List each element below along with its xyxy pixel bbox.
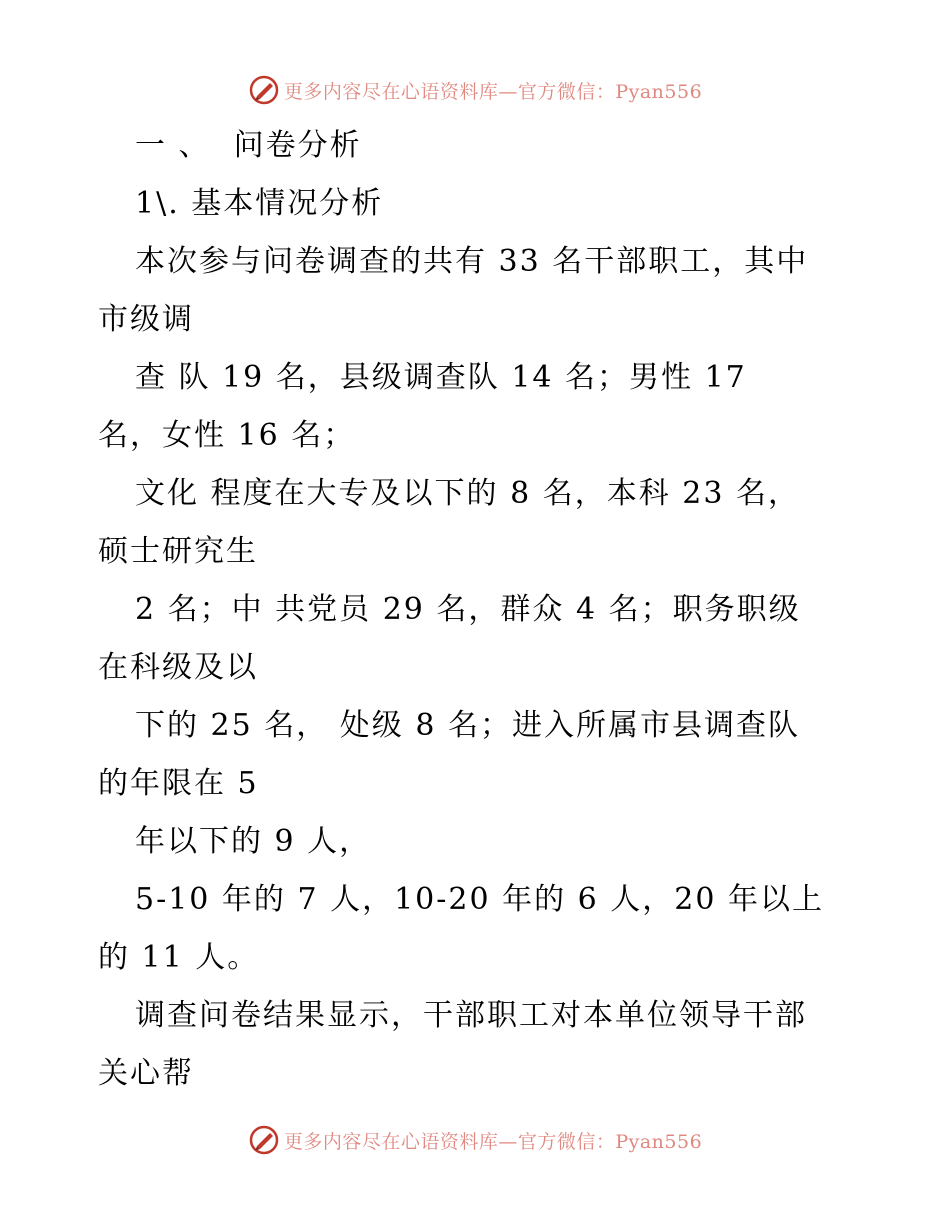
paragraph-line: 5-10 年的 7 人，10-20 年的 6 人，20 年以上: [135, 882, 824, 917]
section-heading: 一 、 问卷分析: [135, 128, 362, 163]
paragraph-line: 下的 25 名， 处级 8 名；进入所属市县调查队: [135, 708, 800, 743]
paragraph-line: 名，女性 16 名；: [98, 418, 356, 453]
paragraph-line: 年以下的 9 人，: [135, 824, 372, 859]
paragraph-line: 2 名；中 共党员 29 名，群众 4 名；职务职级: [135, 592, 801, 627]
paragraph-line: 本次参与问卷调查的共有 33 名干部职工，其中: [135, 244, 809, 279]
paragraph-line: 市级调: [98, 302, 194, 337]
watermark-text: 更多内容尽在心语资料库—官方微信：Pyan556: [283, 1130, 703, 1153]
paragraph-line: 查 队 19 名，县级调查队 14 名；男性 17: [135, 360, 747, 395]
paragraph-line: 关心帮: [98, 1056, 194, 1091]
paragraph-line: 的年限在 5: [98, 766, 259, 801]
watermark-text: 更多内容尽在心语资料库—官方微信：Pyan556: [283, 80, 703, 103]
paragraph-line: 文化 程度在大专及以下的 8 名，本科 23 名，: [135, 476, 800, 511]
watermark-footer: [0, 1120, 950, 1160]
paragraph-line: 在科级及以: [98, 650, 258, 685]
pen-logo-icon: [248, 1124, 280, 1156]
paragraph-line: 硕士研究生: [98, 534, 258, 569]
subsection-heading: 1\. 基本情况分析: [135, 186, 384, 221]
paragraph-line: 调查问卷结果显示，干部职工对本单位领导干部: [135, 998, 807, 1033]
paragraph-line: 的 11 人。: [98, 940, 260, 975]
